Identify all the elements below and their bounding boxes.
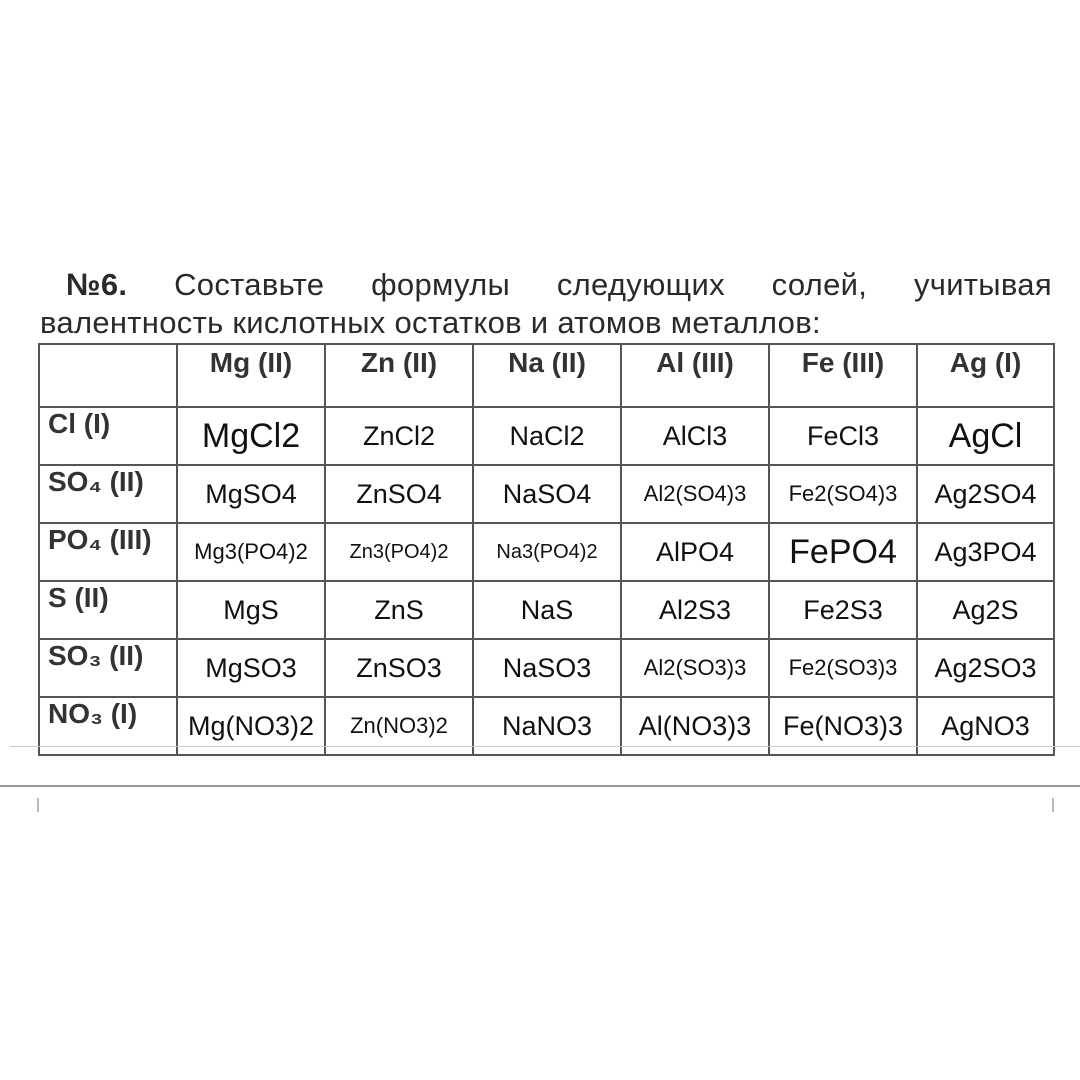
- answer-cell: MgCl2: [177, 407, 325, 465]
- answer-cell: AlCl3: [621, 407, 769, 465]
- row-header: Cl (I): [39, 407, 177, 465]
- answer-cell: NaNO3: [473, 697, 621, 755]
- divider-tick: [1052, 798, 1054, 812]
- divider-line: [0, 785, 1080, 787]
- salts-table: [38, 343, 1055, 756]
- corner-cell: [39, 344, 177, 407]
- divider-line: [10, 746, 1080, 747]
- column-header: Al (III): [621, 344, 769, 407]
- answer-cell: Ag2SO4: [917, 465, 1054, 523]
- column-header: Mg (II): [177, 344, 325, 407]
- answer-cell: AgNO3: [917, 697, 1054, 755]
- answer-cell: MgSO3: [177, 639, 325, 697]
- column-header: Na (II): [473, 344, 621, 407]
- answer-cell: Mg(NO3)2: [177, 697, 325, 755]
- answer-cell: ZnS: [325, 581, 473, 639]
- answer-cell: Fe2(SO3)3: [769, 639, 917, 697]
- answer-cell: FeCl3: [769, 407, 917, 465]
- answer-cell: NaSO3: [473, 639, 621, 697]
- answer-cell: Al2S3: [621, 581, 769, 639]
- task-number: №6.: [66, 267, 128, 302]
- answer-cell: MgSO4: [177, 465, 325, 523]
- task-word: учитывая: [913, 267, 1052, 302]
- answer-cell: NaSO4: [473, 465, 621, 523]
- answer-cell: NaS: [473, 581, 621, 639]
- answer-cell: ZnCl2: [325, 407, 473, 465]
- answer-cell: Fe2S3: [769, 581, 917, 639]
- column-header: Zn (II): [325, 344, 473, 407]
- task-word: следующих: [556, 267, 725, 302]
- answer-cell: Al2(SO3)3: [621, 639, 769, 697]
- task-statement: [40, 266, 1052, 342]
- answer-cell: ZnSO3: [325, 639, 473, 697]
- header-row: [39, 344, 1054, 407]
- table-row: [39, 407, 1054, 465]
- answer-cell: Ag2SO3: [917, 639, 1054, 697]
- column-header: Ag (I): [917, 344, 1054, 407]
- answer-cell: Zn(NO3)2: [325, 697, 473, 755]
- answer-cell: Ag3PO4: [917, 523, 1054, 581]
- task-word: Составьте: [174, 267, 325, 302]
- answer-cell: AgCl: [917, 407, 1054, 465]
- task-line-2: валентность кислотных остатков и атомов металлов:: [40, 305, 821, 340]
- row-header: S (II): [39, 581, 177, 639]
- answer-cell: AlPO4: [621, 523, 769, 581]
- divider-tick: [37, 798, 39, 812]
- answer-cell: Al(NO3)3: [621, 697, 769, 755]
- row-header: SO₃ (II): [39, 639, 177, 697]
- table-row: [39, 523, 1054, 581]
- answer-cell: Al2(SO4)3: [621, 465, 769, 523]
- task-line-1: [40, 266, 1052, 304]
- table-row: [39, 581, 1054, 639]
- task-word: солей,: [771, 267, 868, 302]
- row-header: PO₄ (III): [39, 523, 177, 581]
- answer-cell: Mg3(PO4)2: [177, 523, 325, 581]
- answer-cell: Fe(NO3)3: [769, 697, 917, 755]
- answer-cell: NaCl2: [473, 407, 621, 465]
- row-header: SO₄ (II): [39, 465, 177, 523]
- answer-cell: FePO4: [769, 523, 917, 581]
- answer-cell: Na3(PO4)2: [473, 523, 621, 581]
- answer-cell: Zn3(PO4)2: [325, 523, 473, 581]
- answer-cell: ZnSO4: [325, 465, 473, 523]
- column-header: Fe (III): [769, 344, 917, 407]
- table-row: [39, 639, 1054, 697]
- task-word: формулы: [371, 267, 511, 302]
- answer-cell: Ag2S: [917, 581, 1054, 639]
- table-row: [39, 465, 1054, 523]
- answer-cell: MgS: [177, 581, 325, 639]
- row-header: NO₃ (I): [39, 697, 177, 755]
- answer-cell: Fe2(SO4)3: [769, 465, 917, 523]
